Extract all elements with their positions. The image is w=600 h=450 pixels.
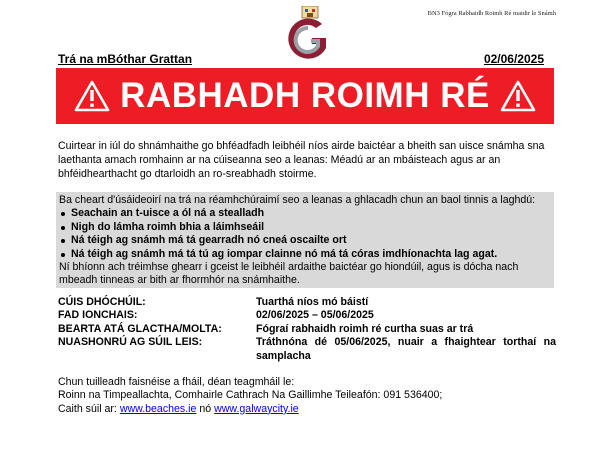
info-label: NUASHONRÚ AG SÚIL LEIS:: [58, 336, 203, 349]
beach-name: Trá na mBóthar Grattan: [58, 52, 193, 66]
list-item: Nigh do lámha roimh bhia a láimhseáil: [59, 221, 552, 234]
warning-triangle-icon: [74, 80, 110, 112]
contact-section: [58, 376, 554, 416]
info-label: BEARTA ATÁ GLACTHA/MOLTA:: [58, 322, 222, 335]
advice-closing: Ní bhíonn ach tréimhse ghearr i gceist le leibhéil ardaithe baictéar go hiondúil, agus is dócha nach mbeadh tinneas ar bith ar fhormhór na snámhaithe.: [59, 261, 519, 287]
info-value: Fógraí rabhaidh roimh ré curtha suas ar trá: [256, 322, 474, 335]
list-item: Ná téigh ag snámh má tá gearradh nó cneá oscailte ort: [59, 234, 552, 247]
intro-paragraph: Cuirtear in iúl do shnámhaithe go bhféadfadh leibhéil níos airde baictéar a bheith san uisce snámha sna laethanta amach romhainn ar na cúiseanna seo a leanas: Méadú ar an mbáisteach agus ar an bhféidhearthacht go dtarloidh an ro-sreabhadh stoirme.: [58, 140, 545, 180]
galwaycity-link[interactable]: www.galwaycity.ie: [214, 402, 299, 415]
contact-intro: Chun tuilleadh faisnéise a fháil, déan teagmháil le:: [58, 376, 295, 388]
notice-date: 02/06/2025: [483, 52, 544, 66]
info-value: Tuarthá níos mó báistí: [256, 296, 369, 308]
info-row: [58, 323, 558, 336]
info-row: [58, 309, 558, 322]
banner-title: RABHADH ROIMH RÉ: [120, 76, 490, 115]
info-row: [58, 296, 558, 309]
info-value: Tráthnóna dé 05/06/2025, nuair a fhaightear torthaí na samplacha: [256, 336, 556, 362]
contact-connector: nó: [199, 402, 212, 415]
info-value: 02/06/2025 – 05/06/2025: [256, 309, 374, 322]
list-item: Seachain an t-uisce a ól ná a stealladh: [59, 207, 552, 220]
beaches-link[interactable]: www.beaches.ie: [119, 402, 197, 415]
warning-banner: [56, 68, 554, 124]
info-label: CÚIS DHÓCHÚIL:: [58, 296, 146, 308]
contact-department: Roinn na Timpeallachta, Comhairle Cathrach Na Gaillimhe Teileafón: 091 536400;: [58, 389, 443, 402]
advice-lead: Ba cheart d'úsáideoirí na trá na réamhchúraimí seo a leanas a ghlacadh chun an baol tinnis a laghdú:: [59, 194, 536, 206]
header-line: [58, 52, 544, 66]
advice-list: [59, 207, 552, 261]
info-label: FAD IONCHAIS:: [58, 309, 138, 322]
contact-links-prefix: Caith súil ar:: [58, 402, 117, 415]
info-row: [58, 336, 558, 363]
document-reference: BN3 Fógra Rabhaidh Roimh Ré maidir le Snámh: [427, 10, 556, 17]
contact-links: [58, 403, 554, 416]
warning-triangle-icon: [500, 80, 536, 112]
advice-box: [56, 192, 554, 288]
list-item: Ná téigh ag snámh má tá tú ag iompar clainne nó má tá córas imdhíonachta lag agat.: [59, 248, 552, 261]
info-table: [58, 296, 558, 363]
